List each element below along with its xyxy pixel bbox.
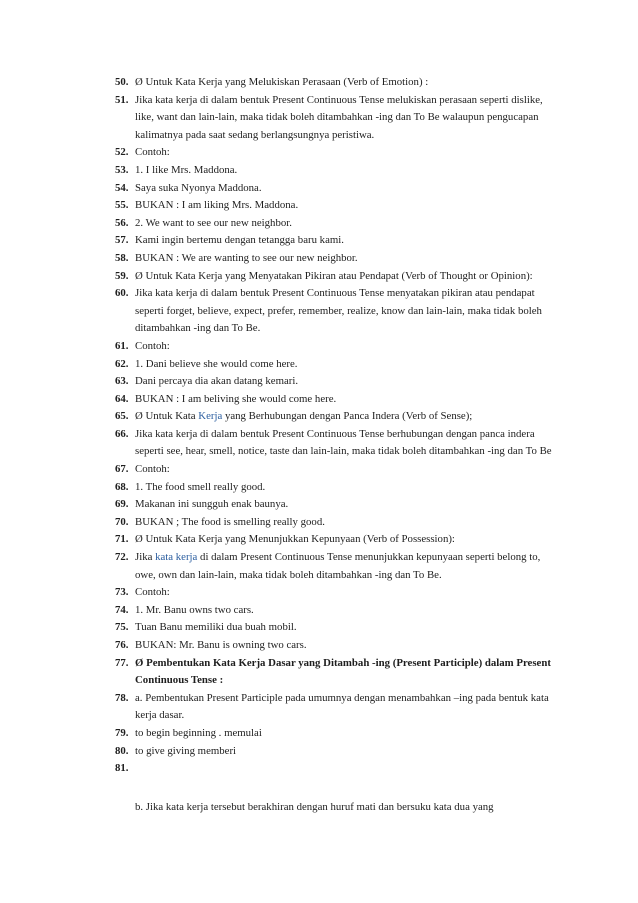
list-text: BUKAN ; The food is smelling really good. <box>135 515 325 528</box>
list-number: 68. <box>115 480 129 493</box>
list-text: Saya suka Nyonya Maddona. <box>135 181 262 194</box>
list-number: 79. <box>115 726 129 739</box>
list-text: Jika kata kerja di dalam bentuk Present Continuous Tense melukiskan perasaan seperti dislike, like, want dan lain-lain, maka tidak boleh ditambahkan -ing dan To Be walaupun pengucapan kalimatnya pada saat sedang berlangsungnya peristiwa. <box>135 93 543 141</box>
trailing-paragraph: b. Jika kata kerja tersebut berakhiran dengan huruf mati dan bersuku kata dua yang <box>135 801 494 813</box>
list-item <box>115 74 560 92</box>
list-text: Ø Untuk Kata Kerja yang Menunjukkan Kepunyaan (Verb of Possession): <box>135 533 455 546</box>
list-number: 77. <box>115 656 129 669</box>
list-number: 66. <box>115 427 129 440</box>
list-text: Ø Untuk Kata Kerja yang Menyatakan Pikiran atau Pendapat (Verb of Thought or Opinion): <box>135 269 533 282</box>
list-number: 53. <box>115 163 129 176</box>
list-text: Contoh: <box>135 463 170 476</box>
list-text: 2. We want to see our new neighbor. <box>135 216 292 229</box>
list-item <box>115 655 560 690</box>
list-number: 72. <box>115 551 129 564</box>
list-item <box>115 373 560 391</box>
list-number: 69. <box>115 498 129 511</box>
list-text: Kami ingin bertemu dengan tetangga baru kami. <box>135 234 344 247</box>
list-text: 1. The food smell really good. <box>135 480 266 493</box>
list-number: 78. <box>115 691 129 704</box>
list-number: 65. <box>115 410 129 423</box>
list-text: BUKAN : I am beliving she would come here. <box>135 392 337 405</box>
list-text: 1. Mr. Banu owns two cars. <box>135 603 254 616</box>
list-text <box>135 760 560 778</box>
list-number: 63. <box>115 375 129 388</box>
list-text: Makanan ini sungguh enak baunya. <box>135 498 289 511</box>
list-number: 71. <box>115 533 129 546</box>
list-number: 54. <box>115 181 129 194</box>
list-text: BUKAN: Mr. Banu is owning two cars. <box>135 639 307 651</box>
list-number: 81. <box>115 762 129 775</box>
list-item <box>115 180 560 198</box>
inline-link[interactable]: kata kerja <box>155 551 198 564</box>
list-number: 61. <box>115 339 129 352</box>
list-item <box>115 602 560 620</box>
list-text: Contoh: <box>135 146 170 159</box>
list-item <box>115 637 560 655</box>
list-item <box>115 197 560 215</box>
numbered-list <box>115 74 560 778</box>
list-item <box>115 338 560 356</box>
text-segment: Ø Untuk Kata <box>135 410 199 423</box>
list-item <box>115 619 560 637</box>
list-number: 74. <box>115 603 129 616</box>
list-item <box>115 549 560 584</box>
list-number: 75. <box>115 621 129 634</box>
list-item <box>115 162 560 180</box>
list-item <box>115 725 560 743</box>
list-text: Ø Untuk Kata Kerja yang Melukiskan Perasaan (Verb of Emotion) : <box>135 76 429 88</box>
list-number: 57. <box>115 234 129 247</box>
list-item <box>115 285 560 338</box>
list-item <box>115 479 560 497</box>
list-item <box>115 356 560 374</box>
list-item <box>115 584 560 602</box>
list-number: 64. <box>115 392 129 405</box>
list-text: Ø Pembentukan Kata Kerja Dasar yang Ditambah -ing (Present Participle) dalam Present Continuous Tense : <box>135 656 551 687</box>
list-number: 67. <box>115 463 129 476</box>
list-number: 56. <box>115 216 129 229</box>
list-number: 50. <box>115 76 129 88</box>
list-item <box>115 531 560 549</box>
list-number: 73. <box>115 586 129 599</box>
list-text: Jika kata kerja di dalam bentuk Present Continuous Tense berhubungan dengan panca indera seperti see, hear, smell, notice, taste dan lain-lain, maka tidak boleh ditambahkan -ing dan To Be <box>135 427 552 458</box>
list-item <box>115 250 560 268</box>
list-item <box>115 743 560 761</box>
list-item <box>115 408 560 426</box>
list-number: 59. <box>115 269 129 282</box>
text-segment: Jika <box>135 551 156 564</box>
list-text: BUKAN : I am liking Mrs. Maddona. <box>135 199 299 212</box>
list-text: Contoh: <box>135 586 170 599</box>
list-text: 1. I like Mrs. Maddona. <box>135 163 238 176</box>
list-item <box>115 426 560 461</box>
list-text: Contoh: <box>135 339 170 352</box>
list-number: 60. <box>115 287 129 300</box>
inline-link[interactable]: Kerja <box>198 410 223 423</box>
list-item <box>115 391 560 409</box>
text-segment: yang Berhubungan dengan Panca Indera (Verb of Sense); <box>222 410 473 423</box>
list-text <box>135 408 560 426</box>
list-text: Tuan Banu memiliki dua buah mobil. <box>135 621 297 634</box>
text-segment: di dalam Present Continuous Tense menunjukkan kepunyaan seperti belong to, owe, own dan lain-lain, maka tidak boleh ditambahkan -ing dan To Be. <box>135 551 541 581</box>
list-number: 70. <box>115 515 129 528</box>
list-text: a. Pembentukan Present Participle pada umumnya dengan menambahkan –ing pada bentuk kata kerja dasar. <box>135 691 549 722</box>
list-item <box>115 144 560 162</box>
list-text: BUKAN : We are wanting to see our new neighbor. <box>135 251 358 264</box>
list-text: Jika kata kerja di dalam bentuk Present Continuous Tense menyatakan pikiran atau pendapat seperti forget, believe, expect, prefer, remember, realize, know dan lain-lain, maka tidak boleh ditambahkan -ing dan To Be. <box>135 287 542 335</box>
list-number: 51. <box>115 93 129 106</box>
list-item <box>115 496 560 514</box>
list-text: 1. Dani believe she would come here. <box>135 357 298 370</box>
list-item <box>115 92 560 145</box>
list-item <box>115 461 560 479</box>
list-number: 76. <box>115 639 129 651</box>
list-number: 62. <box>115 357 129 370</box>
list-item <box>115 268 560 286</box>
list-number: 55. <box>115 199 129 212</box>
list-item <box>115 514 560 532</box>
list-number: 58. <box>115 251 129 264</box>
list-item <box>115 760 560 778</box>
list-number: 80. <box>115 744 129 757</box>
list-text <box>135 549 560 584</box>
list-item <box>115 690 560 725</box>
list-text: to begin beginning . memulai <box>135 726 262 739</box>
list-item <box>115 215 560 233</box>
list-item <box>115 232 560 250</box>
list-text: to give giving memberi <box>135 744 237 757</box>
list-number: 52. <box>115 146 129 159</box>
list-text: Dani percaya dia akan datang kemari. <box>135 375 299 388</box>
